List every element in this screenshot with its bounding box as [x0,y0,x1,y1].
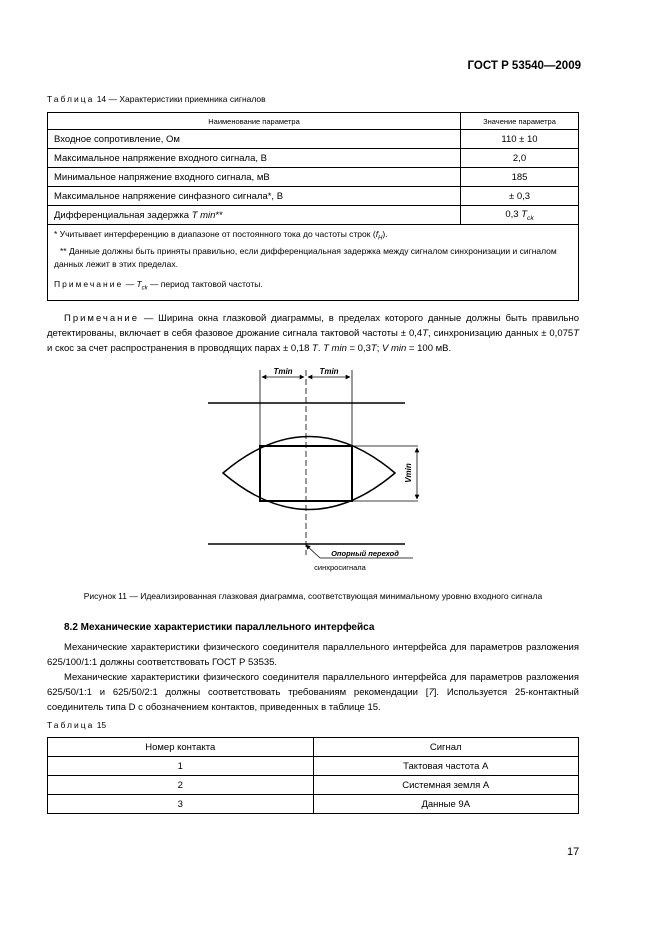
param-cell: Минимальное напряжение входного сигнала, мВ [48,168,461,187]
column-header-signal: Сигнал [313,738,579,757]
value-cell: ± 0,3 [461,187,579,206]
eye-outline [223,437,395,510]
ref-label-line2: синхросигнала [314,563,366,572]
signal-cell: Системная земля А [313,776,579,795]
ref-leader-line [306,545,320,558]
table-row [48,795,579,814]
table-row [48,130,579,149]
section-heading: 8.2 Механические характеристики параллельного интерфейса [64,622,375,633]
value-cell: 2,0 [461,149,579,168]
value-cell: 110 ± 10 [461,130,579,149]
tmin-left-label: Tmin [273,367,293,376]
pin-cell: 2 [48,776,314,795]
table-row [48,757,579,776]
standard-number: ГОСТ Р 53540—2009 [467,60,581,72]
section-paragraph-1: Механические характеристики физического соединителя параллельного интерфейса для параметров разложения 625/100/1:1 должны соответствовать ГОСТ Р 53535. [47,642,579,668]
pin-cell: 3 [48,795,314,814]
param-cell: Максимальное напряжение входного сигнала, В [48,149,461,168]
ref-label-line1: Опорный переход [331,549,399,558]
table-row [48,776,579,795]
column-header-param: Наименование параметра [48,113,461,130]
tmin-right-label: Tmin [319,367,339,376]
table-row [48,168,579,187]
table15 [47,737,579,814]
param-cell: Максимальное напряжение синфазного сигнала*, В [48,187,461,206]
signal-cell: Тактовая частота А [313,757,579,776]
table-header-row [48,113,579,130]
eye-diagram-figure [205,365,420,585]
signal-cell: Данные 9А [313,795,579,814]
section-paragraph-2: Механические характеристики физического соединителя параллельного интерфейса для параметров разложения 625/50/1:1 и 625/50/2:1 должны соответствовать требованиям рекомендации [7]. Используется 25-контактный соединитель типа D с обозначением контактов, приведенных в таблице 15. [47,672,579,713]
table14 [47,112,579,301]
page-number: 17 [567,846,580,858]
column-header-value: Значение параметра [461,113,579,130]
table-notes [48,225,579,301]
vmin-label: Vmin [404,463,413,483]
table-remark: Примечание — $T_{ck}$ — период тактовой частоты. [54,279,263,292]
table-notes-row [48,225,579,301]
param-cell: Дифференциальная задержка T min** [48,206,461,225]
table15-caption: Таблица 15 [47,720,107,730]
value-cell: 0,3 $T_{ck}$ [461,206,579,225]
param-cell: Входное сопротивление, Ом [48,130,461,149]
table-header-row [48,738,579,757]
table14-caption: Таблица 14 — Характеристики приемника сигналов [47,94,266,104]
pin-cell: 1 [48,757,314,776]
note-paragraph: Примечание — Ширина окна глазковой диаграммы, в пределах которого данные должны быть правильно детектированы, включает в себя фазовое дрожание сигнала тактовой частоты ± 0,4T, синхронизацию данных ± 0,075T и скос за счет распространения в проводящих парах ± 0,18 T. T min = 0,3T; V min = 100 мВ. [47,313,579,354]
value-cell: 185 [461,168,579,187]
table-row [48,149,579,168]
table-row [48,206,579,225]
footnote-1: * Учитывает интерференцию в диапазоне от постоянного тока до частоты строк $(f_H)$. [54,229,388,242]
table-row [48,187,579,206]
column-header-pin: Номер контакта [48,738,314,757]
figure-caption: Рисунок 11 — Идеализированная глазковая диаграмма, соответствующая минимальному уровню входного сигнала [83,591,543,601]
footnote-2: ** Данные должны быть приняты правильно, если дифференциальная задержка между сигналом синхронизации и сигналом данных лежит в этих пределах. [54,246,557,269]
